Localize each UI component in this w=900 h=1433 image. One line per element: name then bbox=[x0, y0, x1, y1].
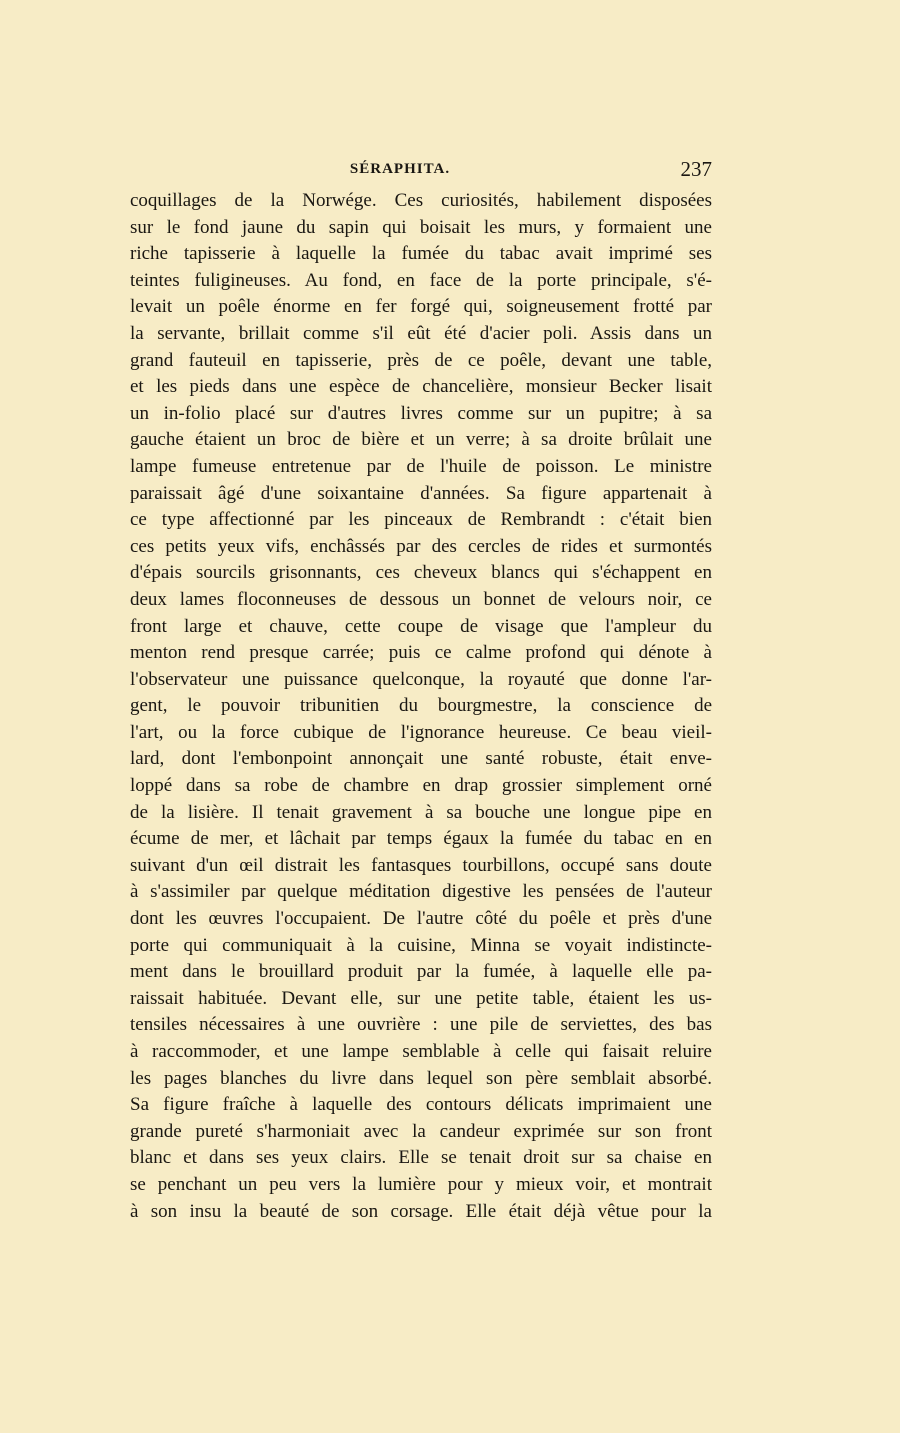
text-line: écume de mer, et lâchait par temps égaux la fumée du tabac en en bbox=[130, 828, 712, 850]
text-line: ment dans le brouillard produit par la fumée, à laquelle elle pa- bbox=[130, 961, 712, 983]
text-line: coquillages de la Norwége. Ces curiosités, habilement disposées bbox=[130, 190, 712, 211]
text-line: ces petits yeux vifs, enchâssés par des cercles de rides et surmontés bbox=[130, 535, 712, 557]
text-line: blanc et dans ses yeux clairs. Elle se tenait droit sur sa chaise en bbox=[130, 1147, 712, 1169]
text-line: la servante, brillait comme s'il eût été d'acier poli. Assis dans un bbox=[130, 322, 712, 344]
text-line: gauche étaient un broc de bière et un verre; à sa droite brûlait une bbox=[130, 429, 712, 451]
text-line: teintes fuligineuses. Au fond, en face de la porte principale, s'é- bbox=[130, 269, 712, 291]
text-line: gent, le pouvoir tribunitien du bourgmestre, la conscience de bbox=[130, 695, 712, 717]
text-line: grande pureté s'harmoniait avec la candeur exprimée sur son front bbox=[130, 1120, 712, 1142]
text-line: dont les œuvres l'occupaient. De l'autre côté du poêle et près d'une bbox=[130, 908, 712, 930]
running-head bbox=[130, 157, 712, 183]
text-line: grand fauteuil en tapisserie, près de ce poêle, devant une table, bbox=[130, 349, 712, 371]
text-line: d'épais sourcils grisonnants, ces cheveux blancs qui s'échappent en bbox=[130, 562, 712, 584]
text-line: les pages blanches du livre dans lequel son père semblait absorbé. bbox=[130, 1067, 712, 1089]
text-line: de la lisière. Il tenait gravement à sa bouche une longue pipe en bbox=[130, 801, 712, 823]
text-line: l'art, ou la force cubique de l'ignorance heureuse. Ce beau vieil- bbox=[130, 721, 712, 743]
text-line: paraissait âgé d'une soixantaine d'années. Sa figure appartenait à bbox=[130, 482, 712, 504]
text-line: Sa figure fraîche à laquelle des contours délicats imprimaient une bbox=[130, 1094, 712, 1116]
text-line: et les pieds dans une espèce de chancelière, monsieur Becker lisait bbox=[130, 376, 712, 398]
text-line: tensiles nécessaires à une ouvrière : une pile de serviettes, des bas bbox=[130, 1014, 712, 1036]
text-line: menton rend presque carrée; puis ce calme profond qui dénote à bbox=[130, 642, 712, 664]
text-line: suivant d'un œil distrait les fantasques tourbillons, occupé sans doute bbox=[130, 854, 712, 876]
text-line: l'observateur une puissance quelconque, la royauté que donne l'ar- bbox=[130, 668, 712, 690]
body-text bbox=[130, 188, 712, 1225]
text-line: à s'assimiler par quelque méditation digestive les pensées de l'auteur bbox=[130, 881, 712, 903]
text-line: lard, dont l'embonpoint annonçait une santé robuste, était enve- bbox=[130, 748, 712, 770]
text-line: à son insu la beauté de son corsage. Elle était déjà vêtue pour la bbox=[130, 1200, 712, 1222]
running-title: SÉRAPHITA. bbox=[349, 161, 451, 177]
text-line: riche tapisserie à laquelle la fumée du tabac avait imprimé ses bbox=[130, 243, 712, 265]
page-number: 237 bbox=[680, 157, 712, 181]
text-line: raissait habituée. Devant elle, sur une petite table, étaient les us- bbox=[130, 987, 712, 1009]
text-line: se penchant un peu vers la lumière pour y mieux voir, et montrait bbox=[130, 1173, 712, 1195]
text-line: front large et chauve, cette coupe de visage que l'ampleur du bbox=[130, 615, 712, 637]
text-line: sur le fond jaune du sapin qui boisait les murs, y formaient une bbox=[130, 216, 712, 238]
text-line: un in-folio placé sur d'autres livres comme sur un pupitre; à sa bbox=[130, 402, 712, 424]
text-line: à raccommoder, et une lampe semblable à celle qui faisait reluire bbox=[130, 1041, 712, 1062]
text-line: levait un poêle énorme en fer forgé qui, soigneusement frotté par bbox=[130, 296, 712, 318]
text-line: lampe fumeuse entretenue par de l'huile de poisson. Le ministre bbox=[130, 455, 712, 477]
text-line: ce type affectionné par les pinceaux de Rembrandt : c'était bien bbox=[130, 509, 712, 531]
text-line: deux lames floconneuses de dessous un bonnet de velours noir, ce bbox=[130, 588, 712, 610]
text-line: loppé dans sa robe de chambre en drap grossier simplement orné bbox=[130, 775, 712, 797]
text-line: porte qui communiquait à la cuisine, Minna se voyait indistincte- bbox=[130, 934, 712, 956]
